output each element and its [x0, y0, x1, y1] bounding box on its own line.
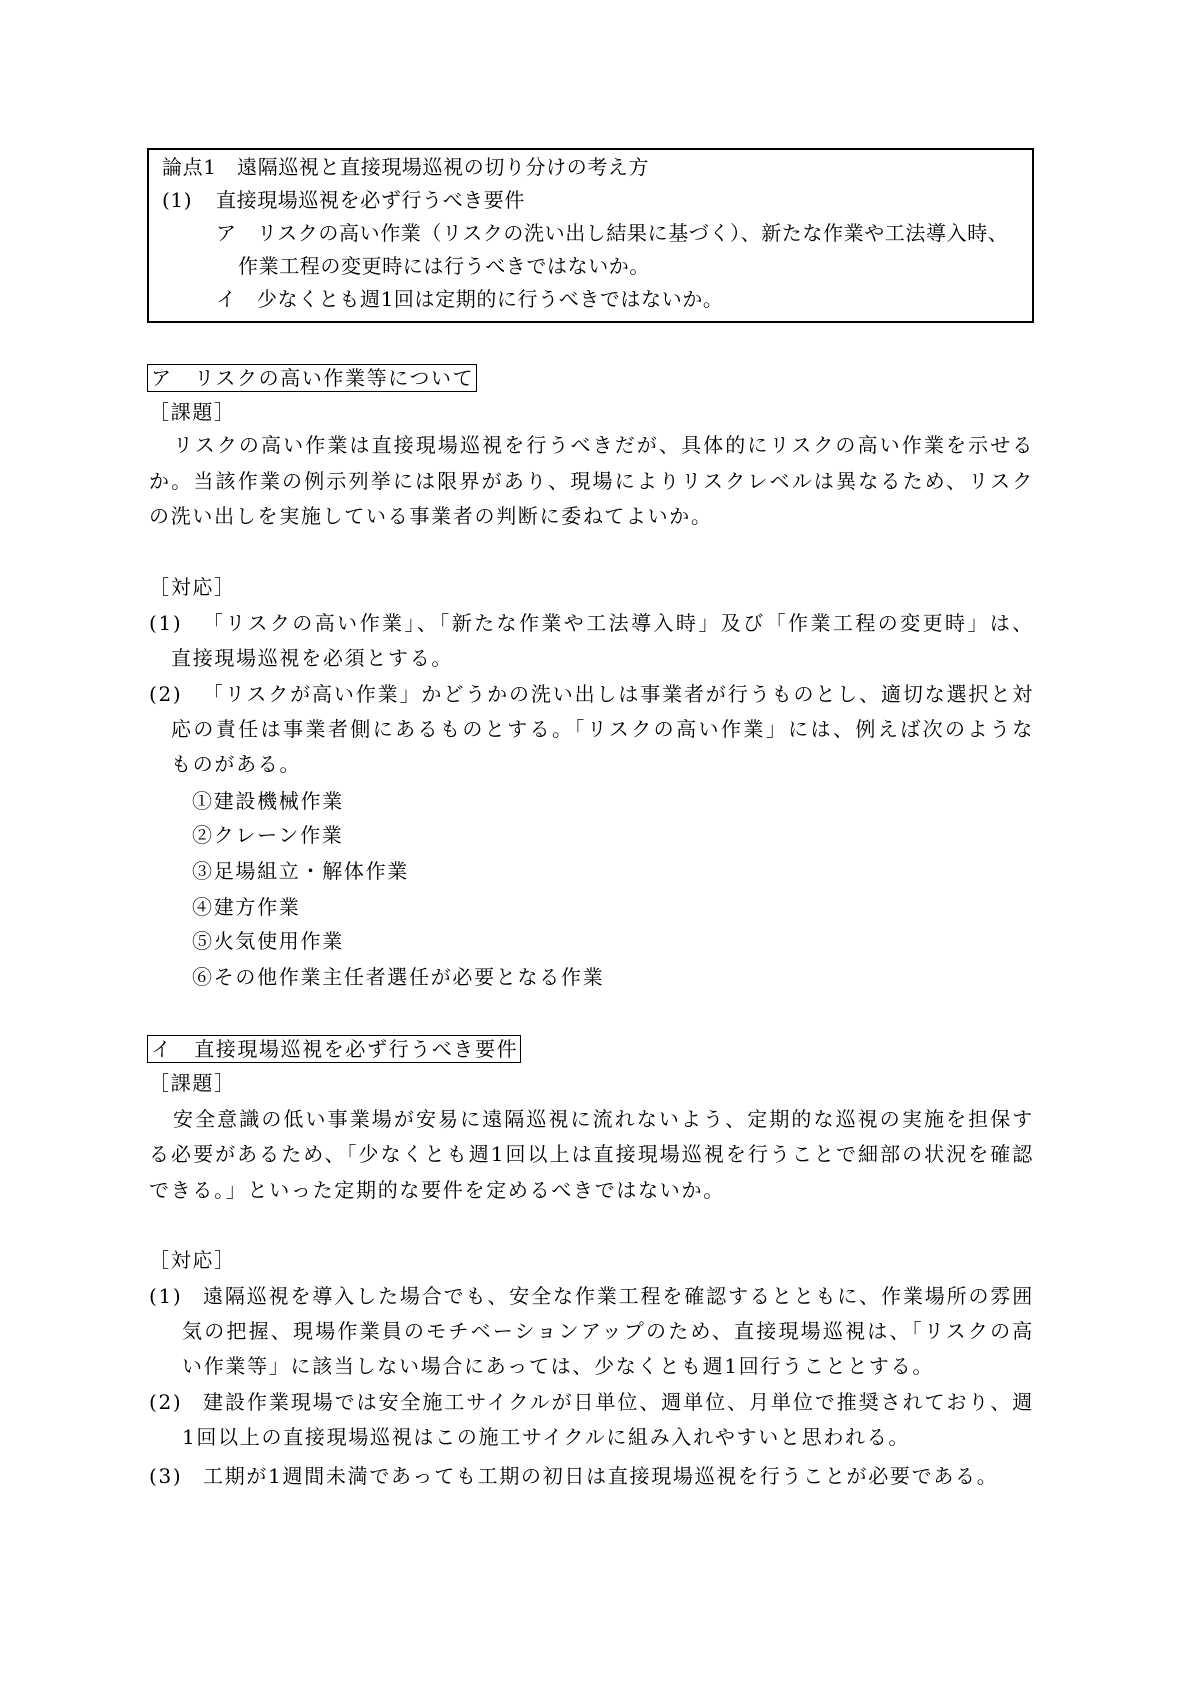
issue-paragraph-line: る必要があるため、「少なくとも週1回以上は直接現場巡視を行うことで細部の状況を確認: [149, 1142, 1034, 1166]
response-line: い作業等」に該当しない場合にあっては、少なくとも週1回行うこととする。: [182, 1354, 935, 1378]
issue-label: ［課題］: [149, 1071, 236, 1095]
response-line: ものがある。: [171, 752, 302, 776]
response-label: ［対応］: [149, 575, 236, 599]
issue-title: 論点1 遠隔巡視と直接現場巡視の切り分けの考え方: [162, 155, 650, 179]
response-line: 直接現場巡視を必須とする。: [171, 646, 454, 670]
section-heading: ア リスクの高い作業等について: [147, 364, 477, 392]
issue-item-text: 直接現場巡視を必ず行うべき要件: [216, 188, 525, 212]
example-item: ①建設機械作業: [192, 789, 344, 813]
example-item: ②クレーン作業: [192, 823, 344, 847]
issue-label: ［課題］: [149, 400, 236, 424]
issue-paragraph-line: できる。」といった定期的な要件を定めるべきではないか。: [149, 1178, 725, 1202]
response-line: 遠隔巡視を導入した場合でも、安全な作業工程を確認するとともに、作業場所の雰囲: [203, 1284, 1034, 1308]
response-label: ［対応］: [149, 1248, 236, 1272]
sub-item-line: 作業工程の変更時には行うべきではないか。: [238, 254, 650, 278]
response-number: (1): [149, 611, 183, 635]
issue-paragraph-line: の洗い出しを実施している事業者の判断に委ねてよいか。: [149, 504, 713, 528]
section-heading: イ 直接現場巡視を必ず行うべき要件: [147, 1035, 521, 1063]
issue-paragraph-line: リスクの高い作業は直接現場巡視を行うべきだが、具体的にリスクの高い作業を示せる: [173, 433, 1034, 457]
response-line: 1回以上の直接現場巡視はこの施工サイクルに組み入れやすいと思われる。: [182, 1425, 911, 1449]
example-item: ④建方作業: [192, 895, 301, 919]
response-line: 工期が1週間未満であっても工期の初日は直接現場巡視を行うことが必要である。: [203, 1464, 999, 1488]
issue-paragraph-line: か。当該作業の例示列挙には限界があり、現場によりリスクレベルは異なるため、リスク: [149, 469, 1034, 493]
response-number: (2): [149, 1390, 183, 1414]
example-item: ⑥その他作業主任者選任が必要となる作業: [192, 965, 605, 989]
example-item: ③足場組立・解体作業: [192, 859, 409, 883]
issue-item-number: (1): [162, 188, 193, 212]
sub-item-line: リスクの高い作業（リスクの洗い出し結果に基づく）、新たな作業や工法導入時、: [257, 221, 1009, 245]
response-line: 気の把握、現場作業員のモチベーションアップのため、直接現場巡視は、「リスクの高: [182, 1319, 1034, 1343]
sub-item-line: 少なくとも週1回は定期的に行うべきではないか。: [257, 287, 724, 311]
response-line: 「リスクの高い作業」、「新たな作業や工法導入時」及び「作業工程の変更時」は、: [203, 611, 1034, 635]
issue-paragraph-line: 安全意識の低い事業場が安易に遠隔巡視に流れないよう、定期的な巡視の実施を担保す: [173, 1107, 1034, 1131]
example-item: ⑤火気使用作業: [192, 929, 344, 953]
response-line: 「リスクが高い作業」かどうかの洗い出しは事業者が行うものとし、適切な選択と対: [203, 682, 1034, 706]
sub-item-marker: イ: [216, 287, 237, 311]
response-number: (3): [149, 1464, 183, 1488]
response-line: 応の責任は事業者側にあるものとする。「リスクの高い作業」には、例えば次のような: [171, 717, 1034, 741]
response-line: 建設作業現場では安全施工サイクルが日単位、週単位、月単位で推奨されており、週: [203, 1390, 1034, 1414]
response-number: (2): [149, 682, 183, 706]
issue-box: [147, 148, 1034, 323]
response-number: (1): [149, 1284, 183, 1308]
sub-item-marker: ア: [216, 221, 237, 245]
